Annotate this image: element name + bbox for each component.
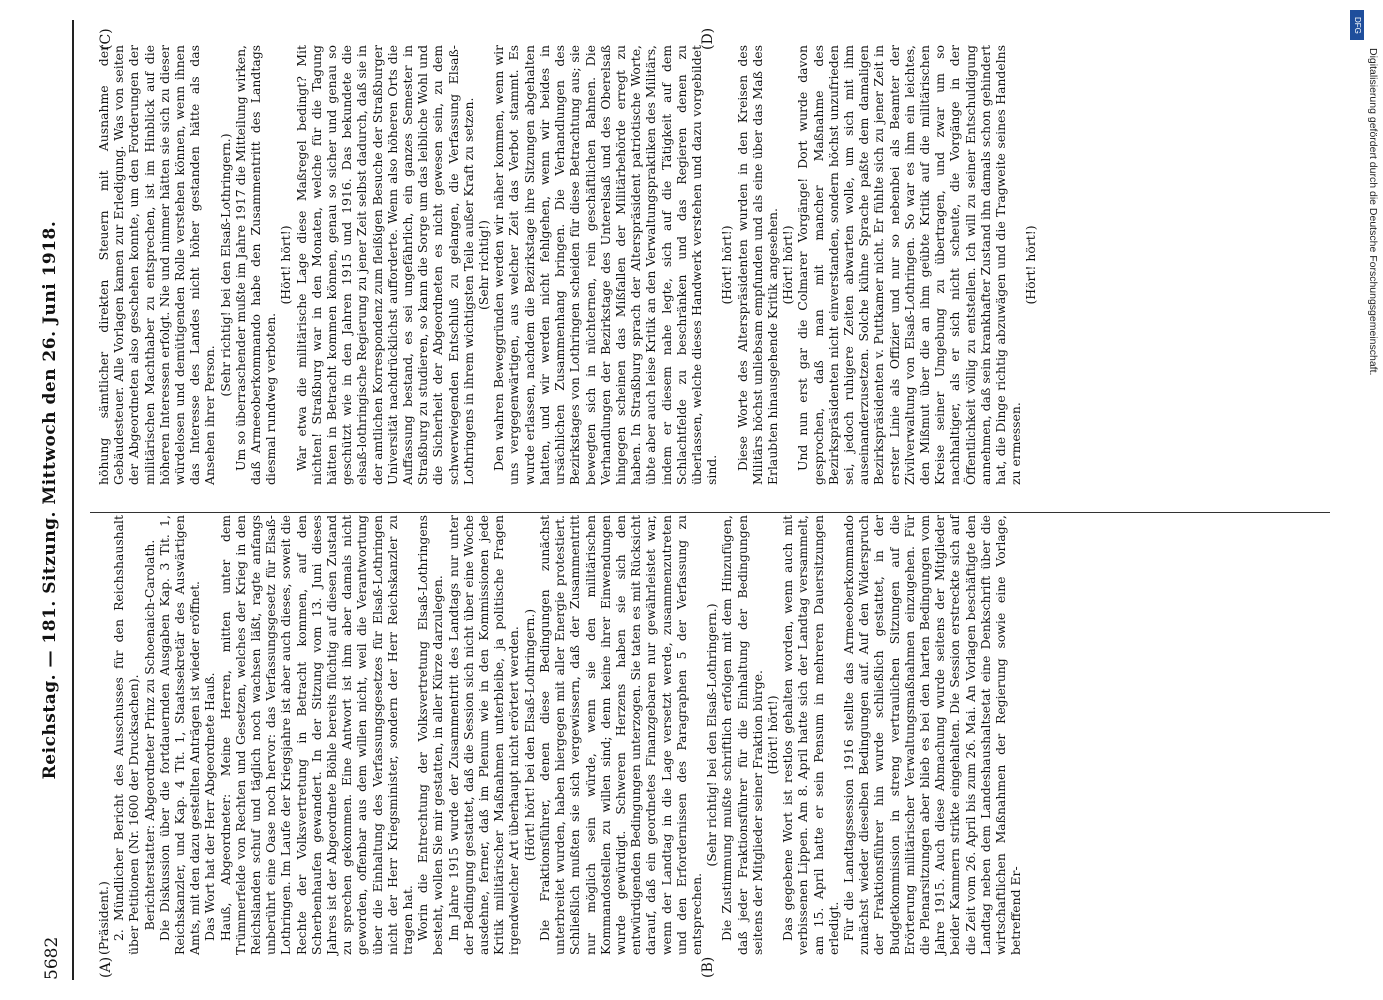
left-paragraph: Im Jahre 1915 wurde der Zusammentritt des Landtags nur unter der Bedingung gestattet, daß die Session sich nicht über eine Woche ausdehne, ferner, daß im Plenum wie in den Kommissionen jede Kritik militärischer Maßnahmen unterbleibe, ja politische Fragen irgendwelcher Art überhaupt nicht erörtert werden. bbox=[445, 515, 522, 955]
right-paragraph: (Sehr richtig! bei den Elsaß-Lothringern.) bbox=[217, 133, 233, 397]
marker-a: (A) bbox=[98, 956, 114, 978]
left-paragraph: Für die Landtagssession 1916 stellte das Armeeoberkommando zunächst wieder dieselben Bedingungen auf. Auf den Widerspruch der Fraktionsführer hin wurde schließlich gestattet, in der Budgetkommission in streng vertraulichen Sitzungen auf die Erörterung militärischer Verwaltungsmaßnahmen einzugehen. Für die Plenarsitzungen aber blieb es bei den harten Bedingungen vom Jahre 1915. Auch diese Abmachung wurde seitens der Mitglieder beider Kammern strikte eingehalten. Die Session erstreckte sich auf die Zeit vom 26. April bis zum 26. Mai. An Vorlagen beschäftigte den Landtag neben dem Landeshaushaltsetat eine Denkschrift über die wirtschaftlichen Maßnahmen der Regierung sowie eine Vorlage, betreffend Er- bbox=[840, 515, 1024, 955]
left-paragraph: (Präsident.) bbox=[96, 881, 111, 955]
header-title: Reichstag. — 181. Sitzung. Mittwoch den 26. Juni 1918. bbox=[40, 220, 60, 780]
stamp-text: Digitalisierung gefördert durch die Deutsche Forschungsgemeinschaft. bbox=[1367, 48, 1379, 376]
left-paragraph: Das gegebene Wort ist restlos gehalten worden, wenn auch mit verbissenen Lippen. Am 8. April hatte sich der Landtag versammelt, am 15. April hatte er sein Pensum in mehreren Dauersitzungen erledigt. bbox=[780, 515, 841, 955]
left-column bbox=[96, 515, 1023, 955]
column-divider bbox=[90, 512, 1330, 513]
right-paragraph: (Hört! hört!) bbox=[719, 225, 735, 305]
header-rule bbox=[72, 20, 74, 980]
right-paragraph: (Hört! hört!) bbox=[278, 225, 294, 305]
left-paragraph: (Hört! hört! bei den Elsaß-Lothringern.) bbox=[521, 608, 537, 862]
right-paragraph: (Sehr richtig!) bbox=[476, 220, 492, 310]
right-paragraph: War etwa die militärische Lage diese Maßregel bedingt? Mit nichten! Straßburg war in den Monaten, welche für die Tagung hätten in Betracht kommen können, genau so sicher und genau so geschützt wie in den Jahren 1915 und 1916. Das bekundete die elsaß-lothringische Regierung zu jener Zeit selbst dadurch, daß sie in der amtlichen Korrespondenz zum fleißigen Besuche der Straßburger Universität nachdrücklichst aufforderte. Wenn also höheren Orts die Auffassung bestand, es sei ungefährlich, ein ganzes Semester in Straßburg zu studieren, so kann die Sorge um das leibliche Wohl und die Sicherheit der Abgeordneten es nicht gewesen sein, zu dem schwerwiegenden Entschluß zu gelangen, die Verfassung Elsaß-Lothringens in ihrem wichtigsten Teile außer Kraft zu setzen. bbox=[293, 45, 476, 485]
right-paragraph: (Hört! hört!) bbox=[780, 225, 796, 305]
right-paragraph: Um so überraschender mußte im Jahre 1917 die Mitteilung wirken, daß Armeeoberkommando habe den Zusammentritt des Landtags diesmal rundweg verboten. bbox=[232, 45, 279, 485]
left-paragraph: Berichterstatter: Abgeordneter Prinz zu Schoenaich-Carolath. bbox=[141, 539, 157, 931]
left-paragraph: Die Zustimmung mußte schriftlich erfolgen mit dem Hinzufügen, daß jeder Fraktionsführer für die Einhaltung der Bedingungen seitens der Mitglieder seiner Fraktion bürge. bbox=[719, 515, 765, 955]
right-paragraph: Und nun erst gar die Colmarer Vorgänge! Dort wurde davon gesprochen, daß man mit mancher Maßnahme des Bezirkspräsidenten nicht einverstanden, sondern höchst unzufrieden sei, jedoch ruhigere Zeiten abwarten wolle, um sich mit ihm auseinanderzusetzen. Solche kühne Sprache paßte dem damaligen Bezirkspräsidenten v. Puttkamer nicht. Er fühlte sich zu jener Zeit in erster Linie als Offizier und nur so nebenbei als Beamter der Zivilverwaltung von Elsaß-Lothringen. So war es ihm ein leichtes, den Mißmut über die an ihm geübte Kritik auf die militärischen Kreise seiner Umgebung zu übertragen, und zwar um so nachhaltiger, als er sich nicht scheute, die Vorgänge in der Öffentlichkeit völlig zu entstellen. Ich will zu seiner Entschuldigung annehmen, daß sein krankhafter Zustand ihn damals schon gehindert hat, die Dinge richtig abzuwägen und die Tragweite seines Handelns zu ermessen. bbox=[795, 45, 1024, 485]
left-paragraph: (Sehr richtig! bei den Elsaß-Lothringern.) bbox=[704, 603, 720, 867]
right-paragraph: Den wahren Beweggründen werden wir näher kommen, wenn wir uns vergegenwärtigen, aus welcher Zeit das Verbot stammt. Es wurde erlassen, nachdem die Bezirkstage ihre Sitzungen abgehalten hatten, und wir werden nicht fehlgehen, wenn wir beides in ursächlichen Zusammenhang bringen. Die Verhandlungen des Bezirkstages von Lothringen scheiden für diese Betrachtung aus; sie bewegten sich in nüchternen, rein geschäftlichen Bahnen. Die Verhandlungen der Bezirkstage des Unterelsaß und des Oberelsaß hingegen scheinen das Mißfallen der Militärbehörde erregt zu haben. In Straßburg sprach der Alterspräsident patriotische Worte, übte aber auch leise Kritik an den Verwaltungspraktiken des Militärs, indem er diesem nahe legte, sich auf die Tätigkeit auf dem Schlachtfelde zu beschränken und das Regieren denen zu überlassen, welche dieses Handwerk verstehen und dazu vorgebildet sind. bbox=[491, 45, 720, 485]
marker-d: (D) bbox=[700, 27, 716, 50]
marker-c: (C) bbox=[98, 28, 114, 50]
marker-b: (B) bbox=[700, 956, 716, 978]
right-column bbox=[96, 45, 1039, 485]
digitization-stamp bbox=[1347, 0, 1383, 1000]
right-paragraph: Diese Worte des Alterspräsidenten wurden in den Kreisen des Militärs höchst unliebsam empfunden und als eine über das Maß des Erlaubten hinausgehende Kritik angesehen. bbox=[734, 45, 780, 485]
left-paragraph: Die Fraktionsführer, denen diese Bedingungen zunächst unterbreitet wurden, haben hiergegen mit aller Energie protestiert. Schließlich mußten sie sich vergewissern, daß der Zusammentritt nur möglich sein würde, wenn sie den militärischen Kommandostellen zu willen sind; denn keine ihrer Einwendungen wurde gewürdigt. Schweren Herzens haben sie sich den entwürdigenden Bedingungen unterzogen. Sie taten es mit Rücksicht darauf, daß ein geordnetes Finanzgebaren nur gewährleistet war, wenn der Landtag in die Lage versetzt werde, zusammenzutreten und den Erfordernissen des Paragraphen 5 der Verfassung zu entsprechen. bbox=[536, 515, 704, 955]
left-paragraph: (Hört! hört!) bbox=[764, 695, 780, 775]
left-paragraph: Worin die Entrechtung der Volksvertretung Elsaß-Lothringens besteht, wollen Sie mir gestatten, in aller Kürze darzulegen. bbox=[415, 515, 446, 955]
page-header bbox=[38, 0, 68, 1000]
left-paragraph: 2. Mündlicher Bericht des Ausschusses für den Reichshaushalt über Petitionen (Nr. 1600 der Drucksachen). bbox=[111, 515, 142, 955]
right-paragraph: (Hört! hört!) bbox=[1023, 225, 1039, 305]
left-paragraph: Die Diskussion über die fortdauernden Ausgaben Kap. 3 Tit. 1, Reichskanzler, und Kap. 4 Tit. 1, Staatssekretär des Auswärtigen Amts, mit den dazu gestellten Anträgen ist wieder eröffnet. bbox=[156, 515, 203, 955]
left-paragraph: Das Wort hat der Herr Abgeordnete Hauß. bbox=[202, 672, 218, 941]
left-paragraph: Hauß, Abgeordneter: Meine Herren, mitten unter dem Trümmerfelde von Rechten und Gesetzen, welches der Krieg in den Reichslanden schuf und täglich noch wachsen läßt, ragte anfangs unberührt eine Oase noch hervor: das Verfassungsgesetz für Elsaß-Lothringen. Im Laufe der Kriegsjahre ist aber auch dieses, soweit die Rechte der Volksvertretung in Betracht kommen, auf den Scherbenhaufen gewandert. In der Sitzung vom 13. Juni dieses Jahres ist der Abgeordnete Böhle bereits flüchtig auf diesen Zustand zu sprechen gekommen. Eine Antwort ist ihm aber damals nicht geworden, offenbar aus dem willen nicht, weil die Verantwortung über die Einhaltung des Verfassungsgesetzes für Elsaß-Lothringen nicht der Herr Kriegsminister, sondern der Herr Reichskanzler zu tragen hat. bbox=[217, 515, 416, 955]
dfg-logo: DFG bbox=[1350, 10, 1364, 40]
page-number: 5682 bbox=[42, 936, 62, 980]
right-paragraph: höhung sämtlicher direkten Steuern mit Ausnahme der Gebäudesteuer. Alle Vorlagen kamen zur Erledigung. Was von seiten der Abgeordneten also geschehen konnte, um den Forderungen der militärischen Machthaber zu entsprechen, ist im Hinblick auf die höheren Interessen erfolgt. Nie und nimmer hätten sie sich zu dieser würdelosen und demütigenden Rolle verstehen können, wenn ihnen das Interesse des Landes nicht höher gestanden hätte als das Ansehen ihrer Person. bbox=[96, 45, 218, 485]
